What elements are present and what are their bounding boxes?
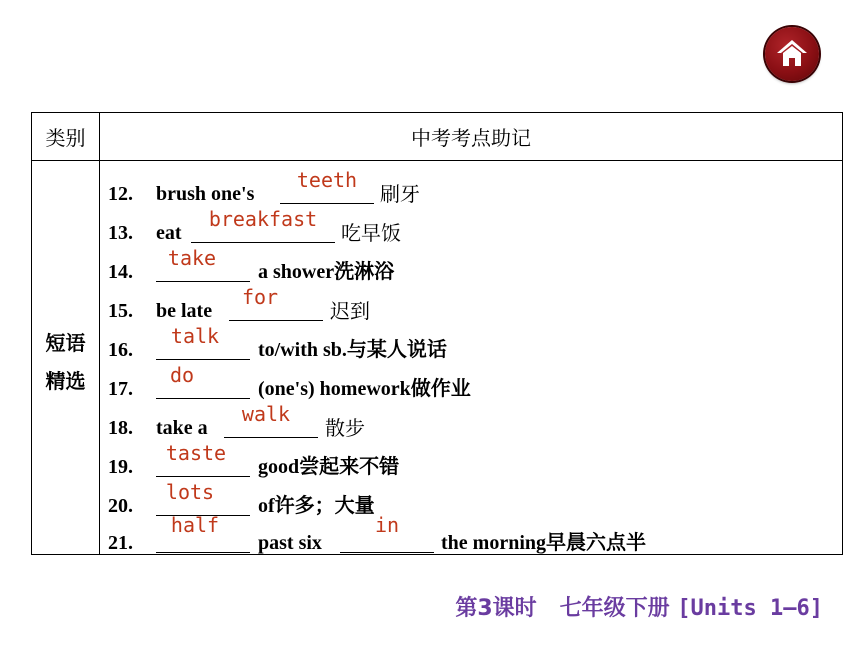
item-prefix: brush one's [156, 183, 255, 205]
item-suffix: 刷牙 [380, 182, 420, 206]
answer-blank [229, 320, 323, 321]
answer-blank [280, 203, 374, 204]
item-suffix: 散步 [325, 416, 365, 440]
lesson-label: 第3课时 [455, 596, 537, 621]
item-number: 16. [108, 339, 133, 361]
phrase-item-16 [108, 325, 838, 364]
item-number: 20. [108, 495, 133, 517]
phrase-item-17 [108, 364, 838, 403]
phrase-item-13 [108, 208, 838, 247]
answer-blank [224, 437, 318, 438]
answer-text: take [167, 246, 217, 270]
answer-text: talk [170, 324, 220, 348]
answer-blank [156, 398, 250, 399]
item-suffix: 吃早饭 [341, 221, 401, 245]
answer-text-2: in [374, 513, 400, 537]
phrase-item-15 [108, 286, 838, 325]
item-number: 13. [108, 222, 133, 244]
answer-text: half [170, 513, 220, 537]
grade-label: 七年级下册 [559, 596, 670, 621]
item-number: 14. [108, 261, 133, 283]
answer-blank [191, 242, 335, 243]
answer-blank [156, 476, 250, 477]
item-prefix: take a [156, 417, 208, 439]
answer-text: do [169, 363, 195, 387]
item-suffix: 迟到 [330, 299, 370, 323]
phrase-item-12 [108, 169, 838, 208]
item-number: 17. [108, 378, 133, 400]
item-suffix: to/with sb.与某人说话 [258, 339, 447, 361]
answer-blank [156, 359, 250, 360]
item-suffix: the morning早晨六点半 [441, 532, 646, 554]
category-label-line1: 短语 [45, 331, 86, 355]
answer-blank [156, 281, 250, 282]
phrase-item-19 [108, 442, 838, 481]
item-suffix: good尝起来不错 [258, 456, 400, 478]
header-main: 中考考点助记 [411, 126, 531, 150]
item-number: 15. [108, 300, 133, 322]
answer-blank-2 [340, 552, 434, 553]
home-button[interactable] [765, 27, 819, 81]
item-middle: past six [258, 532, 322, 554]
phrase-item-21 [108, 513, 838, 555]
home-icon [774, 35, 810, 71]
phrase-item-18 [108, 403, 838, 442]
item-prefix: be late [156, 300, 213, 322]
units-label: [Units 1—6] [677, 596, 823, 621]
item-number: 18. [108, 417, 133, 439]
item-number: 21. [108, 532, 133, 554]
item-suffix: a shower洗淋浴 [258, 261, 395, 283]
item-number: 12. [108, 183, 133, 205]
column-divider [99, 113, 100, 554]
item-suffix: of许多；大量 [258, 495, 375, 517]
item-number: 19. [108, 456, 133, 478]
answer-text: for [241, 285, 279, 309]
item-prefix: eat [156, 222, 182, 244]
item-suffix: (one's) homework做作业 [258, 378, 471, 400]
phrase-table [31, 112, 843, 555]
course-footer [455, 591, 823, 622]
header-category: 类别 [45, 126, 86, 150]
answer-text: teeth [296, 168, 358, 192]
answer-blank [156, 552, 250, 553]
header-divider [32, 160, 842, 161]
answer-text: breakfast [208, 207, 318, 231]
answer-text: taste [165, 441, 227, 465]
answer-text: walk [241, 402, 291, 426]
category-label-line2: 精选 [45, 369, 86, 393]
phrase-item-14 [108, 247, 838, 286]
answer-text: lots [165, 480, 215, 504]
